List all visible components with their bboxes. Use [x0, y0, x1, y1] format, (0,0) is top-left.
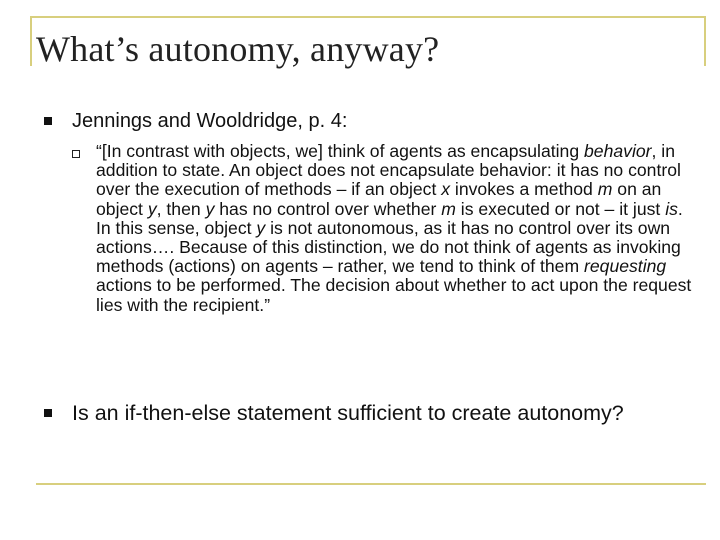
bullet-2-text: Is an if-then-else statement sufficient to create autonomy? — [72, 401, 624, 425]
right-border-line — [704, 16, 706, 66]
bullet-1-text: Jennings and Wooldridge, p. 4: — [72, 110, 348, 132]
quote-text: “[In contrast with objects, we] think of agents as encapsulating behavior, in addition to state. An object does not encapsulate behavior: it has no control over the execution of methods – if an object x invokes a method m on an object y, then y has no control over whether m is executed or not – it just is. In this sense, object y is not autonomous, as it has no control over its own actions…. Because of this distinction, we do not think of agents as invoking methods (actions) on agents – rather, we tend to think of them requesting actions to be performed. The decision about whether to act upon the request lies with the recipient.” — [96, 141, 692, 315]
bottom-border-line — [36, 483, 706, 485]
emphasis-behavior: behavior — [584, 141, 652, 161]
left-border-line — [30, 16, 32, 66]
square-bullet-icon — [44, 117, 52, 125]
slide-title: What’s autonomy, anyway? — [36, 29, 440, 69]
square-bullet-icon — [44, 409, 52, 417]
emphasis-requesting: requesting — [584, 256, 667, 277]
top-border-line — [30, 16, 706, 18]
hollow-square-bullet-icon — [72, 150, 80, 158]
